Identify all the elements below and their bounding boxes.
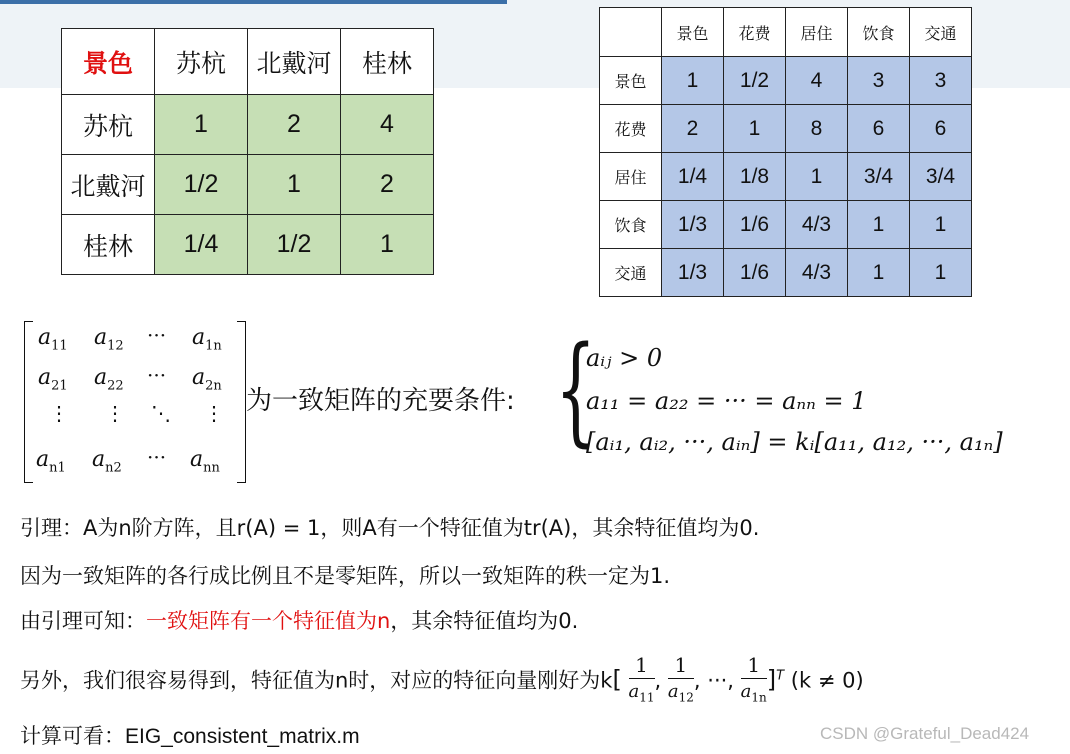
table2-row-label: 景色 — [600, 57, 662, 105]
conclusion-highlight: 一致矩阵有一个特征值为n — [146, 609, 391, 633]
criteria-comparison-table — [599, 7, 972, 297]
matrix-left-bracket — [24, 321, 33, 483]
table2-cell: 8 — [786, 105, 848, 153]
table1-cell: 1 — [248, 155, 341, 215]
table2-cell: 1/6 — [724, 201, 786, 249]
table1-cell: 2 — [248, 95, 341, 155]
matrix-entry: $a_{11}$ — [38, 325, 68, 354]
table1-col: 桂林 — [341, 29, 434, 95]
matrix-entry: $a_{1n}$ — [192, 325, 222, 354]
eigenvector-line: 另外，我们很容易得到，特征值为n时，对应的特征向量刚好为k[ $\frac{1}{a_{11}}$ , $\frac{1}{a_{12}}$ , ···, $\frac{1}{a_{1n}}$ ]$^T$ (k ≠ 0) — [20, 652, 864, 711]
table2-row-label: 花费 — [600, 105, 662, 153]
table1-cell: 1/4 — [155, 215, 248, 275]
fraction-1-a11: $\frac{1}{a_{11}}$ — [628, 653, 655, 705]
matrix-hdots: ··· — [147, 363, 167, 387]
table2-cell: 1 — [910, 249, 972, 297]
table2-cell: 1 — [724, 105, 786, 153]
table2-cell: 1/6 — [724, 249, 786, 297]
because-line: 因为一致矩阵的各行成比例且不是零矩阵，所以一致矩阵的秩一定为1. — [20, 564, 671, 588]
matrix-ddots: ⋱ — [151, 401, 171, 425]
conclusion-line — [20, 605, 578, 635]
table2-cell: 3/4 — [848, 153, 910, 201]
csdn-watermark: CSDN @Grateful_Dead424 — [820, 724, 1030, 743]
table2-cell: 1 — [848, 201, 910, 249]
table2-col: 饮食 — [848, 8, 910, 57]
matrix-vdots: ⋮ — [49, 401, 69, 425]
table2-row-label: 居住 — [600, 153, 662, 201]
header-accent-line — [0, 0, 507, 4]
table2-cell: 1/8 — [724, 153, 786, 201]
table2-cell: 3 — [910, 57, 972, 105]
matrix-entry: $a_{n2}$ — [92, 447, 122, 476]
table1-row-label: 苏杭 — [62, 95, 155, 155]
fraction-1-a12: $\frac{1}{a_{12}}$ — [667, 653, 694, 705]
table2-cell: 1/3 — [662, 201, 724, 249]
eigenvector-prefix: 另外，我们很容易得到，特征值为n时，对应的特征向量刚好为k — [20, 668, 613, 693]
table1-corner: 景色 — [62, 29, 155, 95]
matrix-entry: $a_{22}$ — [94, 365, 124, 394]
table1-cell: 2 — [341, 155, 434, 215]
conclusion-prefix: 由引理可知： — [20, 609, 146, 633]
table2-cell: 4/3 — [786, 249, 848, 297]
eigenvector-suffix: (k ≠ 0) — [790, 668, 864, 693]
matrix-hdots: ··· — [147, 445, 167, 469]
conclusion-suffix: ，其余特征值均为0. — [390, 609, 579, 633]
calc-reference: 计算可看：EIG_consistent_matrix.m — [20, 725, 360, 748]
table1-cell: 1/2 — [155, 155, 248, 215]
table2-cell: 1/3 — [662, 249, 724, 297]
table1-row-label: 桂林 — [62, 215, 155, 275]
matrix-entry: $a_{12}$ — [94, 325, 124, 354]
table2-cell: 6 — [848, 105, 910, 153]
table2-cell: 6 — [910, 105, 972, 153]
table2-col: 交通 — [910, 8, 972, 57]
table2-row-label: 交通 — [600, 249, 662, 297]
matrix-entry: $a_{n1}$ — [36, 447, 66, 476]
table2-cell: 2 — [662, 105, 724, 153]
table1-row-label: 北戴河 — [62, 155, 155, 215]
table2-col: 景色 — [662, 8, 724, 57]
table2-cell: 4 — [786, 57, 848, 105]
table1-cell: 1 — [155, 95, 248, 155]
fraction-1-a1n: $\frac{1}{a_{1n}}$ — [740, 653, 767, 705]
condition-eq1: aᵢⱼ > 0 — [586, 344, 663, 372]
table2-corner — [600, 8, 662, 57]
table1-cell: 4 — [341, 95, 434, 155]
table2-cell: 1 — [910, 201, 972, 249]
table2-cell: 3 — [848, 57, 910, 105]
table2-col: 居住 — [786, 8, 848, 57]
lemma-line: 引理：A为n阶方阵，且r(A) = 1，则A有一个特征值为tr(A)，其余特征值均为0. — [20, 516, 760, 540]
table1-cell: 1 — [341, 215, 434, 275]
condition-eq3: [aᵢ₁, aᵢ₂, ···, aᵢₙ] = kᵢ[a₁₁, a₁₂, ···, a₁ₙ] — [586, 428, 1003, 456]
table1-col: 北戴河 — [248, 29, 341, 95]
matrix-entry: $a_{nn}$ — [190, 447, 220, 476]
table2-cell: 1 — [662, 57, 724, 105]
matrix-vdots: ⋮ — [204, 401, 224, 425]
table2-cell: 4/3 — [786, 201, 848, 249]
condition-brace: { — [555, 320, 597, 458]
matrix-hdots: ··· — [147, 323, 167, 347]
matrix-entry: $a_{2n}$ — [192, 365, 222, 394]
general-matrix — [24, 321, 246, 481]
table2-cell: 3/4 — [910, 153, 972, 201]
matrix-vdots: ⋮ — [105, 401, 125, 425]
table1-cell: 1/2 — [248, 215, 341, 275]
table2-col: 花费 — [724, 8, 786, 57]
table2-row-label: 饮食 — [600, 201, 662, 249]
table2-cell: 1 — [848, 249, 910, 297]
condition-text: 为一致矩阵的充要条件: — [246, 386, 515, 416]
table2-cell: 1 — [786, 153, 848, 201]
table1-col: 苏杭 — [155, 29, 248, 95]
destination-comparison-table — [61, 28, 434, 275]
matrix-right-bracket — [237, 321, 246, 483]
matrix-entry: $a_{21}$ — [38, 365, 68, 394]
table2-cell: 1/2 — [724, 57, 786, 105]
table2-cell: 1/4 — [662, 153, 724, 201]
condition-eq2: a₁₁ = a₂₂ = ··· = aₙₙ = 1 — [586, 387, 867, 415]
